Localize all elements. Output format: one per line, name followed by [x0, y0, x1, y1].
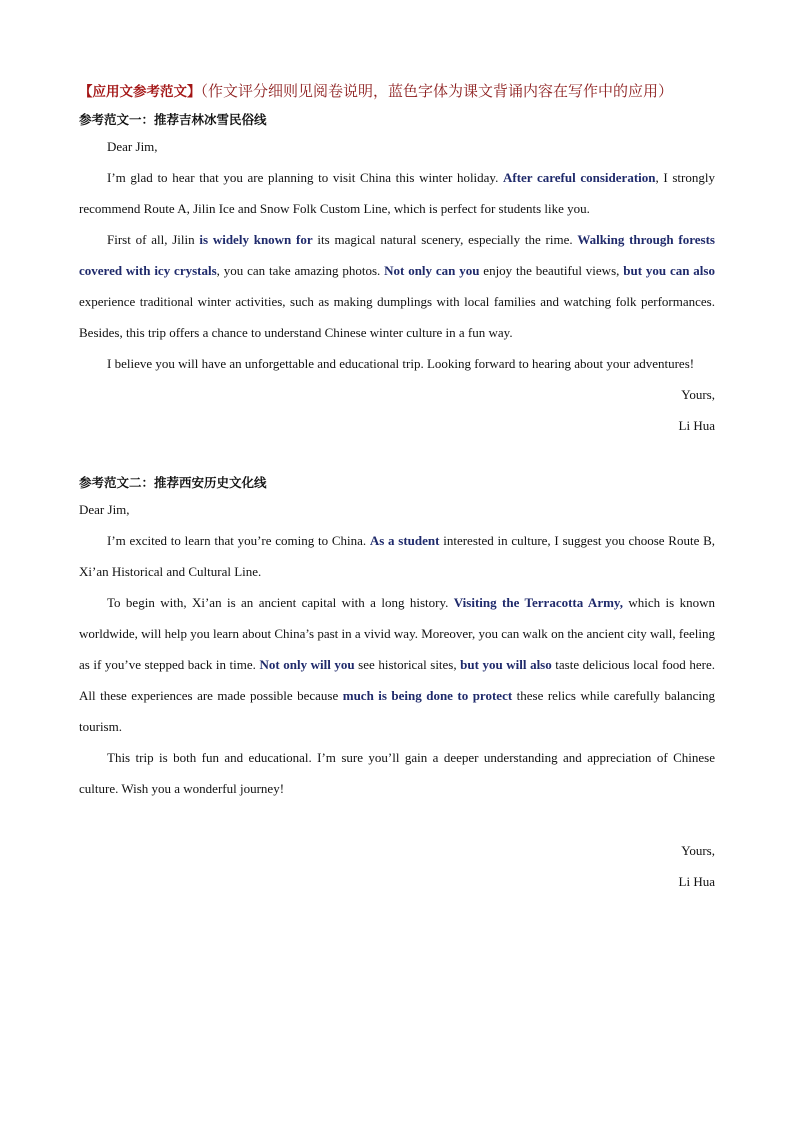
essay-one — [79, 109, 715, 441]
text-run: I’m excited to learn that you’re coming to China. — [107, 533, 370, 548]
highlighted-phrase: Not only can you — [384, 263, 480, 278]
highlighted-phrase: Walking through forests covered with icy crystals — [79, 232, 715, 278]
text-run: First of all, Jilin — [107, 232, 200, 247]
text-run: This trip is both fun and educational. I’m sure you’ll gain a deeper understanding and appreciation of Chinese culture. Wish you a wonderful journey! — [79, 750, 715, 796]
essay-one-title: 参考范文一：推荐吉林冰雪民俗线 — [79, 112, 267, 127]
essay-two-signature: Li Hua — [678, 874, 715, 889]
essay-one-paragraph-1 — [79, 162, 715, 224]
highlighted-phrase: but you will also — [460, 657, 552, 672]
text-run: interested in culture, I suggest you choose Route B, Xi’an Historical and Cultural Line. — [79, 533, 716, 579]
essay-one-closing: Yours, — [681, 387, 715, 402]
text-run: I believe you will have an unforgettable and educational trip. Looking forward to hearing about your adventures! — [107, 356, 695, 371]
essay-two-paragraph-2 — [79, 587, 715, 742]
header-title: 【应用文参考范文】 — [79, 84, 201, 100]
text-run: To begin with, Xi’an is an ancient capital with a long history. — [107, 595, 454, 610]
highlighted-phrase: As a student — [369, 533, 440, 548]
text-run: see historical sites, — [354, 657, 461, 672]
essay-two — [79, 472, 715, 897]
essay-two-paragraph-1 — [79, 525, 715, 587]
text-run: , I strongly recommend Route A, Jilin Ice and Snow Folk Custom Line, which is perfect for students like you. — [79, 170, 715, 216]
essay-one-greeting: Dear Jim, — [107, 139, 158, 154]
text-run: I’m glad to hear that you are planning to visit China this winter holiday. — [107, 170, 503, 185]
essay-two-paragraph-3 — [79, 742, 715, 804]
highlighted-phrase: much is being done to protect — [342, 688, 513, 703]
essay-one-paragraph-3 — [79, 348, 715, 379]
document-page — [79, 80, 715, 897]
essay-two-title: 参考范文二：推荐西安历史文化线 — [79, 475, 267, 490]
header-note: （作文评分细则见阅卷说明，蓝色字体为课文背诵内容在写作中的应用） — [200, 82, 674, 100]
text-run: these relics while carefully balancing tourism. — [79, 688, 715, 734]
text-run: enjoy the beautiful views, — [479, 263, 624, 278]
highlighted-phrase: Not only will you — [259, 657, 355, 672]
essay-one-signature: Li Hua — [678, 418, 715, 433]
essay-two-greeting: Dear Jim, — [79, 502, 130, 517]
highlighted-phrase: Visiting the Terracotta Army, — [453, 595, 623, 610]
text-run: experience traditional winter activities, such as making dumplings with local families and watching folk performances. Besides, this trip offers a chance to understand Chinese winter culture in a fun way. — [79, 294, 715, 340]
text-run: its magical natural scenery, especially the rime. — [312, 232, 578, 247]
text-run: which is known worldwide, will help you learn about China’s past in a vivid way. Moreover, you can walk on the ancient city wall, feeling as if you’ve stepped back in time. — [79, 595, 715, 672]
essay-two-closing: Yours, — [681, 843, 715, 858]
document-header — [79, 80, 715, 103]
highlighted-phrase: After careful consideration — [502, 170, 656, 185]
essay-one-paragraph-2 — [79, 224, 715, 348]
text-run: , you can take amazing photos. — [216, 263, 385, 278]
spacer — [79, 804, 715, 835]
text-run: taste delicious local food here. All these experiences are made possible because — [79, 657, 715, 703]
highlighted-phrase: but you can also — [623, 263, 715, 278]
highlighted-phrase: is widely known for — [199, 232, 313, 247]
